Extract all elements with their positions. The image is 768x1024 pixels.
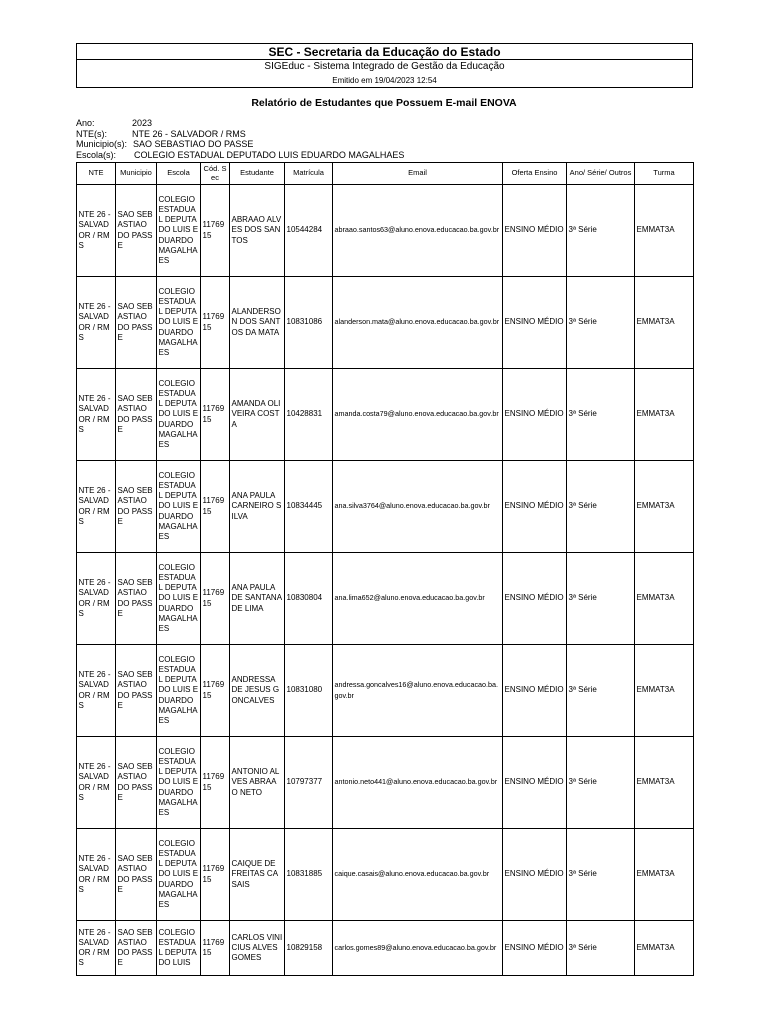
filter-label: NTE(s): <box>76 128 107 139</box>
column-header: Escola <box>157 163 201 185</box>
cell-serie: 3ª Série <box>567 921 635 976</box>
cell-oferta: ENSINO MÉDIO <box>503 553 567 645</box>
cell-municipio: SAO SEBASTIAO DO PASSE <box>116 553 157 645</box>
filter-value: SAO SEBASTIAO DO PASSE <box>133 139 254 149</box>
cell-matricula: 10829158 <box>285 921 333 976</box>
table-header-row <box>77 163 694 185</box>
cell-turma: EMMAT3A <box>635 921 694 976</box>
cell-email: caique.casais@aluno.enova.educacao.ba.gov.br <box>333 829 503 921</box>
cell-estudante: ALANDERSON DOS SANTOS DA MATA <box>230 277 285 369</box>
column-header: Municipio <box>116 163 157 185</box>
column-header: Oferta Ensino <box>503 163 567 185</box>
table-row <box>77 737 694 829</box>
header-subtitle: SIGEduc - Sistema Integrado de Gestão da Educação <box>264 61 505 72</box>
cell-matricula: 10544284 <box>285 185 333 277</box>
cell-matricula: 10797377 <box>285 737 333 829</box>
cell-turma: EMMAT3A <box>635 369 694 461</box>
cell-matricula: 10831086 <box>285 277 333 369</box>
cell-cod-sec: 1176915 <box>201 737 230 829</box>
cell-email: ana.silva3764@aluno.enova.educacao.ba.gov.br <box>333 461 503 553</box>
filter-value: COLEGIO ESTADUAL DEPUTADO LUIS EDUARDO MAGALHAES <box>134 149 405 160</box>
cell-nte: NTE 26 - SALVADOR / RMS <box>77 369 116 461</box>
cell-oferta: ENSINO MÉDIO <box>503 645 567 737</box>
cell-estudante: ABRAAO ALVES DOS SANTOS <box>230 185 285 277</box>
cell-email: amanda.costa79@aluno.enova.educacao.ba.gov.br <box>333 369 503 461</box>
cell-oferta: ENSINO MÉDIO <box>503 829 567 921</box>
filter-nte <box>76 129 404 140</box>
cell-email: ana.lima652@aluno.enova.educacao.ba.gov.br <box>333 553 503 645</box>
column-header: Estudante <box>230 163 285 185</box>
report-filters <box>76 118 404 160</box>
column-header: Matrícula <box>285 163 333 185</box>
cell-municipio: SAO SEBASTIAO DO PASSE <box>116 737 157 829</box>
cell-estudante: CARLOS VINICIUS ALVES GOMES <box>230 921 285 976</box>
table-row <box>77 461 694 553</box>
cell-escola: COLEGIO ESTADUAL DEPUTADO LUIS EDUARDO MAGALHAES <box>157 185 201 277</box>
cell-escola: COLEGIO ESTADUAL DEPUTADO LUIS EDUARDO MAGALHAES <box>157 277 201 369</box>
cell-nte: NTE 26 - SALVADOR / RMS <box>77 829 116 921</box>
table-row <box>77 921 694 976</box>
cell-nte: NTE 26 - SALVADOR / RMS <box>77 921 116 976</box>
column-header: Turma <box>635 163 694 185</box>
cell-escola: COLEGIO ESTADUAL DEPUTADO LUIS EDUARDO MAGALHAES <box>157 461 201 553</box>
cell-serie: 3ª Série <box>567 829 635 921</box>
cell-escola: COLEGIO ESTADUAL DEPUTADO LUIS EDUARDO MAGALHAES <box>157 369 201 461</box>
cell-nte: NTE 26 - SALVADOR / RMS <box>77 277 116 369</box>
cell-turma: EMMAT3A <box>635 645 694 737</box>
cell-nte: NTE 26 - SALVADOR / RMS <box>77 553 116 645</box>
cell-estudante: ANDRESSA DE JESUS GONCALVES <box>230 645 285 737</box>
cell-escola: COLEGIO ESTADUAL DEPUTADO LUIS <box>157 921 201 976</box>
cell-oferta: ENSINO MÉDIO <box>503 185 567 277</box>
cell-cod-sec: 1176915 <box>201 921 230 976</box>
table-row <box>77 645 694 737</box>
cell-matricula: 10831080 <box>285 645 333 737</box>
cell-email: andressa.goncalves16@aluno.enova.educacao.ba.gov.br <box>333 645 503 737</box>
table-row <box>77 829 694 921</box>
cell-oferta: ENSINO MÉDIO <box>503 737 567 829</box>
cell-email: alanderson.mata@aluno.enova.educacao.ba.gov.br <box>333 277 503 369</box>
cell-serie: 3ª Série <box>567 277 635 369</box>
filter-municipio <box>76 139 404 150</box>
cell-municipio: SAO SEBASTIAO DO PASSE <box>116 461 157 553</box>
cell-serie: 3ª Série <box>567 461 635 553</box>
cell-municipio: SAO SEBASTIAO DO PASSE <box>116 185 157 277</box>
cell-nte: NTE 26 - SALVADOR / RMS <box>77 645 116 737</box>
cell-escola: COLEGIO ESTADUAL DEPUTADO LUIS EDUARDO MAGALHAES <box>157 737 201 829</box>
cell-estudante: ANA PAULA CARNEIRO SILVA <box>230 461 285 553</box>
table-row <box>77 185 694 277</box>
cell-email: carlos.gomes89@aluno.enova.educacao.ba.gov.br <box>333 921 503 976</box>
cell-serie: 3ª Série <box>567 645 635 737</box>
cell-email: abraao.santos63@aluno.enova.educacao.ba.gov.br <box>333 185 503 277</box>
cell-cod-sec: 1176915 <box>201 829 230 921</box>
cell-municipio: SAO SEBASTIAO DO PASSE <box>116 277 157 369</box>
cell-escola: COLEGIO ESTADUAL DEPUTADO LUIS EDUARDO MAGALHAES <box>157 645 201 737</box>
cell-oferta: ENSINO MÉDIO <box>503 921 567 976</box>
cell-turma: EMMAT3A <box>635 829 694 921</box>
filter-escola <box>76 150 404 161</box>
cell-municipio: SAO SEBASTIAO DO PASSE <box>116 829 157 921</box>
cell-oferta: ENSINO MÉDIO <box>503 461 567 553</box>
filter-year <box>76 118 404 129</box>
report-header <box>76 43 693 88</box>
emission-date: Emitido em 19/04/2023 12:54 <box>332 76 437 85</box>
cell-municipio: SAO SEBASTIAO DO PASSE <box>116 645 157 737</box>
cell-estudante: CAIQUE DE FREITAS CASAIS <box>230 829 285 921</box>
column-header: Email <box>333 163 503 185</box>
column-header: Ano/ Série/ Outros <box>567 163 635 185</box>
cell-cod-sec: 1176915 <box>201 185 230 277</box>
cell-cod-sec: 1176915 <box>201 461 230 553</box>
column-header: NTE <box>77 163 116 185</box>
table-row <box>77 553 694 645</box>
table-row <box>77 277 694 369</box>
filter-value: NTE 26 - SALVADOR / RMS <box>132 128 246 139</box>
filter-label: Ano: <box>76 118 95 128</box>
cell-cod-sec: 1176915 <box>201 553 230 645</box>
cell-cod-sec: 1176915 <box>201 277 230 369</box>
header-title: SEC - Secretaria da Educação do Estado <box>268 45 501 59</box>
report-title: Relatório de Estudantes que Possuem E-mail ENOVA <box>251 97 517 109</box>
cell-escola: COLEGIO ESTADUAL DEPUTADO LUIS EDUARDO MAGALHAES <box>157 553 201 645</box>
cell-municipio: SAO SEBASTIAO DO PASSE <box>116 921 157 976</box>
cell-matricula: 10834445 <box>285 461 333 553</box>
cell-serie: 3ª Série <box>567 737 635 829</box>
cell-escola: COLEGIO ESTADUAL DEPUTADO LUIS EDUARDO MAGALHAES <box>157 829 201 921</box>
cell-cod-sec: 1176915 <box>201 645 230 737</box>
cell-matricula: 10831885 <box>285 829 333 921</box>
cell-matricula: 10830804 <box>285 553 333 645</box>
cell-turma: EMMAT3A <box>635 553 694 645</box>
cell-turma: EMMAT3A <box>635 185 694 277</box>
filter-label: Municipio(s): <box>76 139 128 149</box>
cell-nte: NTE 26 - SALVADOR / RMS <box>77 185 116 277</box>
filter-value: 2023 <box>132 118 153 128</box>
cell-turma: EMMAT3A <box>635 277 694 369</box>
filter-label: Escola(s): <box>76 149 117 160</box>
cell-municipio: SAO SEBASTIAO DO PASSE <box>116 369 157 461</box>
cell-turma: EMMAT3A <box>635 737 694 829</box>
students-table <box>76 162 694 976</box>
cell-serie: 3ª Série <box>567 553 635 645</box>
cell-nte: NTE 26 - SALVADOR / RMS <box>77 461 116 553</box>
cell-oferta: ENSINO MÉDIO <box>503 369 567 461</box>
cell-turma: EMMAT3A <box>635 461 694 553</box>
cell-nte: NTE 26 - SALVADOR / RMS <box>77 737 116 829</box>
cell-matricula: 10428831 <box>285 369 333 461</box>
cell-email: antonio.neto441@aluno.enova.educacao.ba.gov.br <box>333 737 503 829</box>
cell-estudante: ANTONIO ALVES ABRAAO NETO <box>230 737 285 829</box>
cell-serie: 3ª Série <box>567 185 635 277</box>
table-row <box>77 369 694 461</box>
cell-cod-sec: 1176915 <box>201 369 230 461</box>
cell-estudante: AMANDA OLIVEIRA COSTA <box>230 369 285 461</box>
column-header: Cód. Sec <box>201 163 230 185</box>
cell-estudante: ANA PAULA DE SANTANA DE LIMA <box>230 553 285 645</box>
cell-serie: 3ª Série <box>567 369 635 461</box>
cell-oferta: ENSINO MÉDIO <box>503 277 567 369</box>
